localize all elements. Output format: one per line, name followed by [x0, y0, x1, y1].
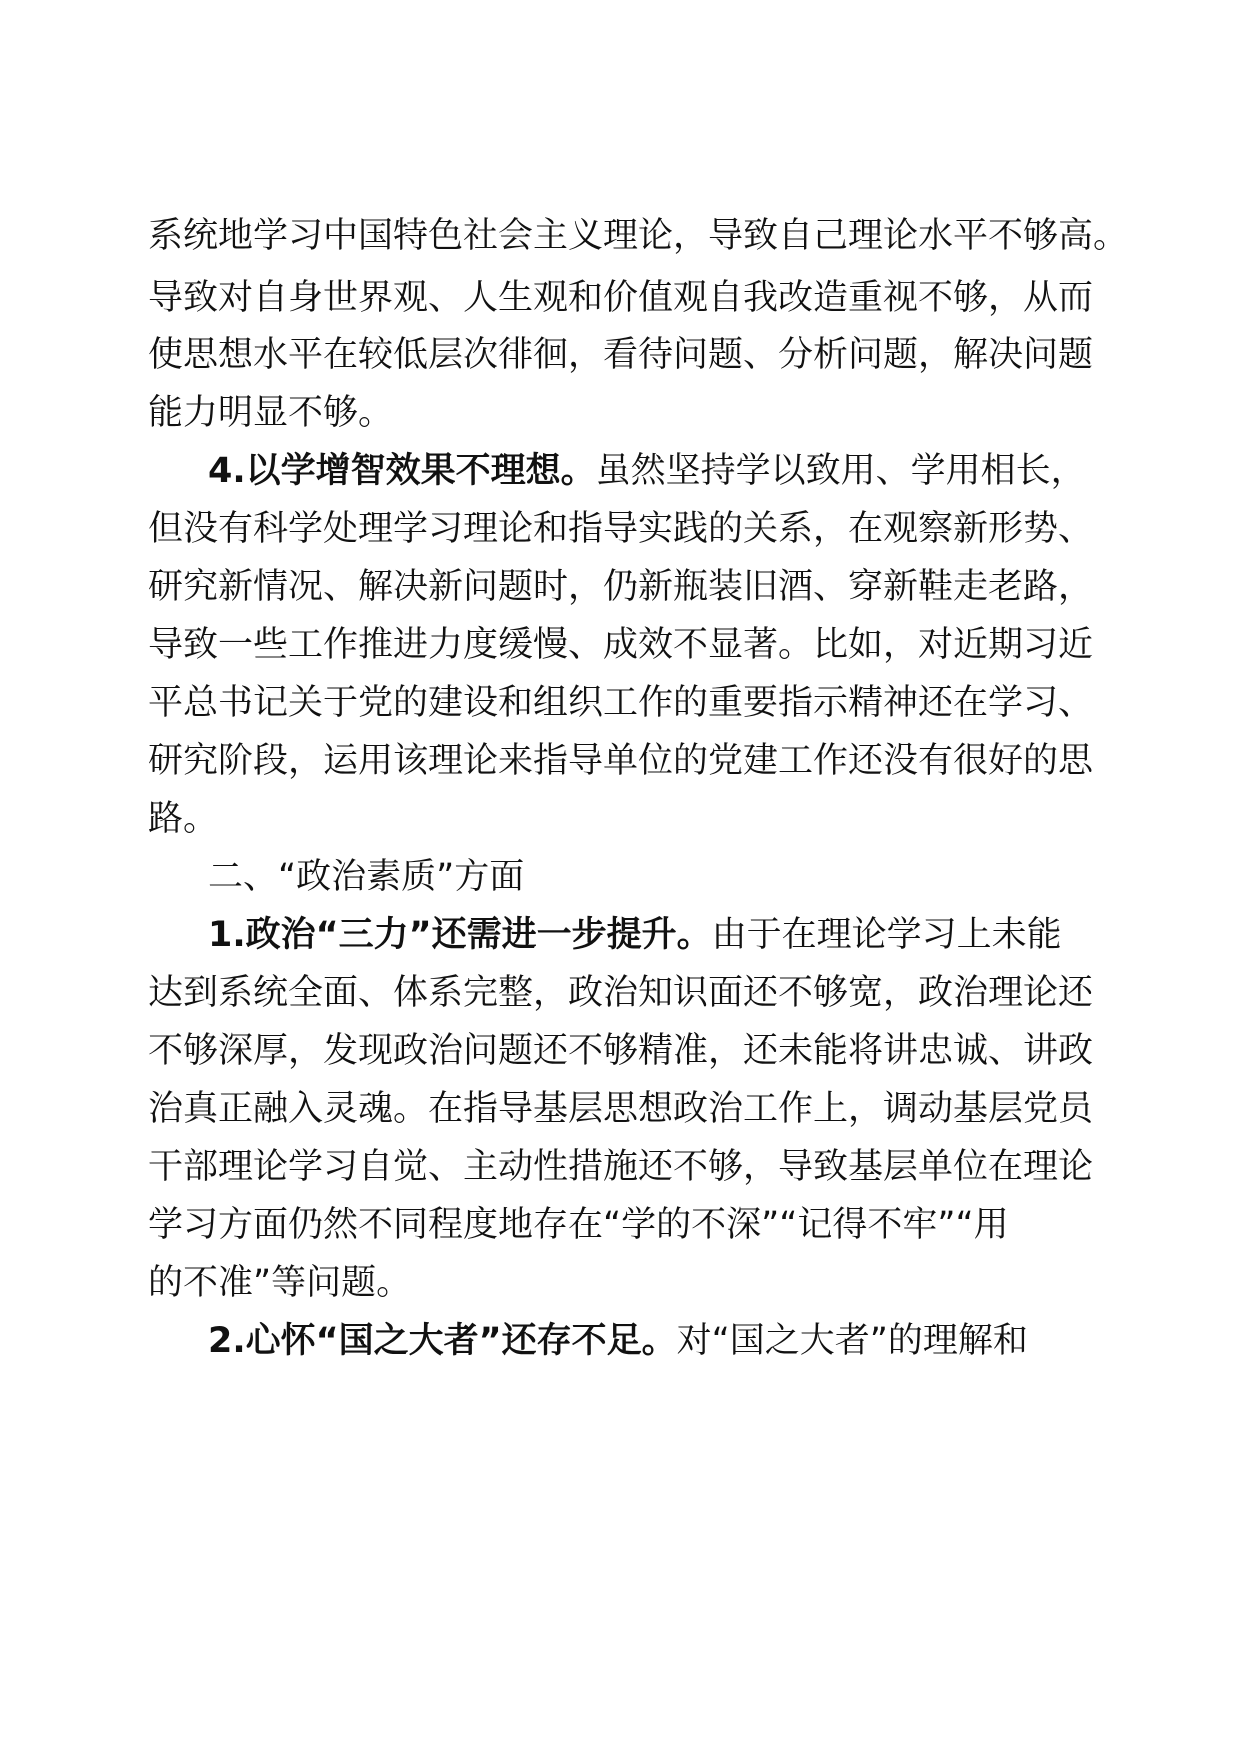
text-line: 系统地学习中国特色社会主义理论，导致自己理论水平不够高。	[148, 216, 1129, 256]
paragraph-first-line	[208, 1309, 1240, 1373]
text-line: 导致对自身世界观、人生观和价值观自我改造重视不够，从而	[148, 278, 1094, 318]
paragraph-text: 对“国之大者”的理解和	[676, 1321, 1028, 1361]
text-line: 治真正融入灵魂。在指导基层思想政治工作上，调动基层党员	[148, 1089, 1094, 1129]
text-line: 但没有科学处理学习理论和指导实践的关系，在观察新形势、	[148, 509, 1094, 549]
text-line: 的不准”等问题。	[148, 1263, 412, 1303]
text-line: 使思想水平在较低层次徘徊，看待问题、分析问题，解决问题	[148, 335, 1094, 375]
paragraph-text: 由于在理论学习上未能	[711, 915, 1062, 955]
text-line: 导致一些工作推进力度缓慢、成效不显著。比如，对近期习近	[148, 625, 1094, 665]
text-line: 达到系统全面、体系完整，政治知识面还不够宽，政治理论还	[148, 973, 1094, 1013]
text-line: 不够深厚，发现政治问题还不够精准，还未能将讲忠诚、讲政	[148, 1031, 1094, 1071]
text-line: 干部理论学习自觉、主动性措施还不够，导致基层单位在理论	[148, 1147, 1094, 1187]
text-line: 研究阶段，运用该理论来指导单位的党建工作还没有很好的思	[148, 741, 1094, 781]
paragraph-first-line	[208, 439, 1240, 503]
paragraph-heading: 4.以学增智效果不理想。	[208, 451, 596, 491]
paragraph-heading: 2.心怀“国之大者”还存不足。	[208, 1321, 677, 1361]
text-line: 能力明显不够。	[148, 393, 394, 433]
paragraph-heading: 1.政治“三力”还需进一步提升。	[208, 915, 712, 955]
section-title: 二、“政治素质”方面	[208, 857, 525, 897]
text-line: 平总书记关于党的建设和组织工作的重要指示精神还在学习、	[148, 683, 1094, 723]
paragraph-first-line	[208, 903, 1240, 967]
paragraph-text: 虽然坚持学以致用、学用相长，	[595, 451, 1086, 491]
text-line: 研究新情况、解决新问题时，仍新瓶装旧酒、穿新鞋走老路，	[148, 567, 1094, 607]
text-line: 路。	[148, 799, 219, 839]
text-line: 学习方面仍然不同程度地存在“学的不深”“记得不牢”“用	[148, 1205, 1009, 1245]
